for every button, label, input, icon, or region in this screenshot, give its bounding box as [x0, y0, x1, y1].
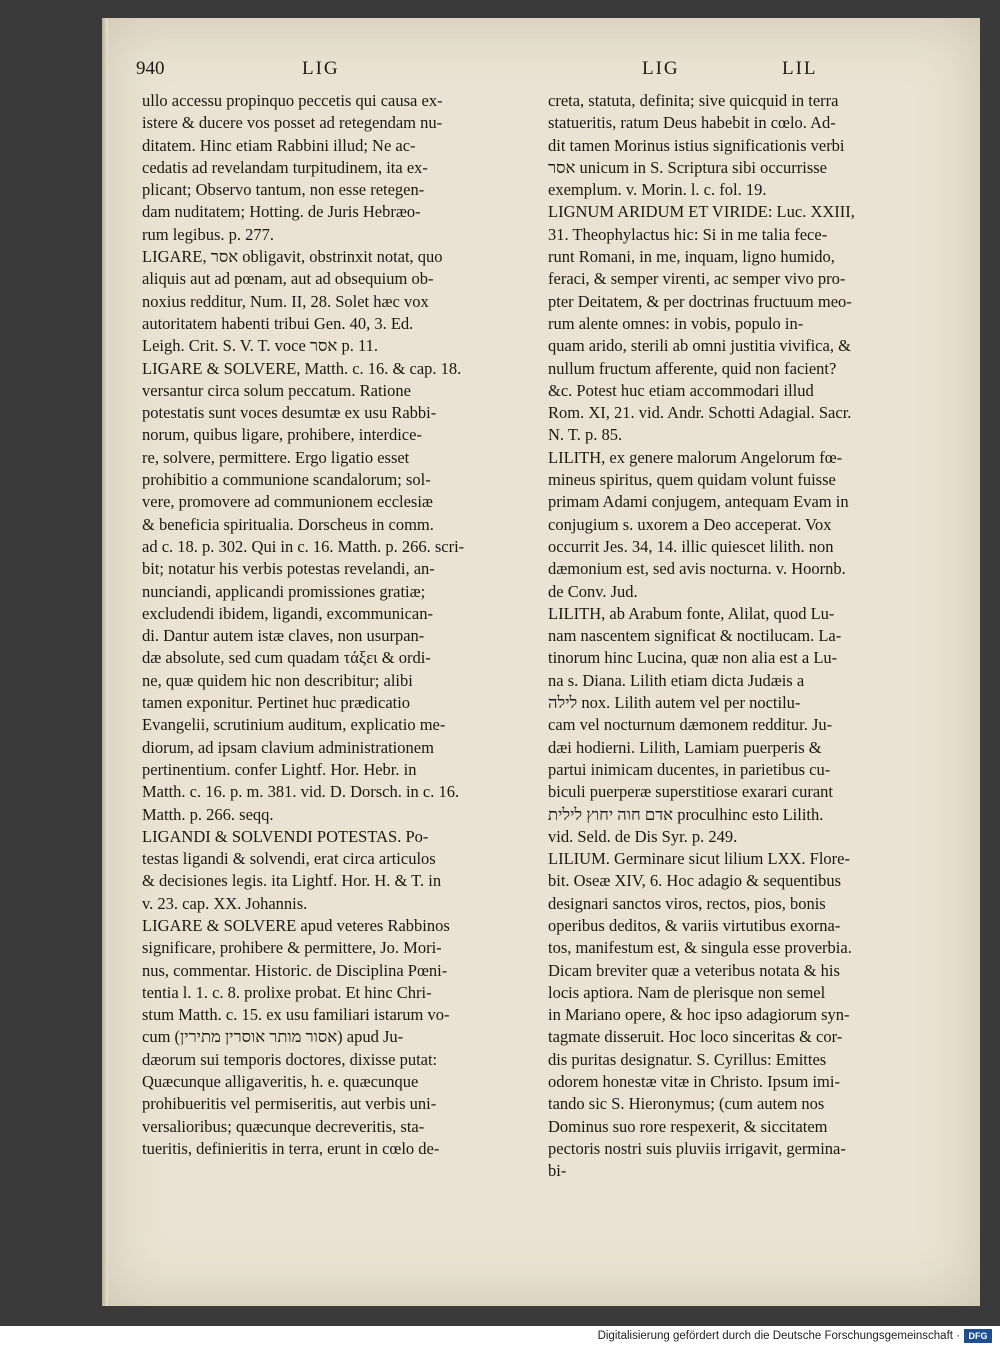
text-line: LIGNUM ARIDUM ET VIRIDE: Luc. XXIII, [548, 202, 855, 222]
funding-notice: Digitalisierung gefördert durch die Deutsche Forschungsgemeinschaft · [597, 1330, 960, 1342]
text-line: Dominus suo rore respexerit, & siccitatem [548, 1116, 828, 1136]
text-line: bit; notatur his verbis potestas revelandi, an- [142, 559, 435, 579]
text-line: noxius redditur, Num. II, 28. Solet hæc vox [142, 291, 429, 311]
text-line: operibus deditos, & variis virtutibus exorna- [548, 915, 841, 935]
text-line: tentia l. 1. c. 8. prolixe probat. Et hinc Chri- [142, 982, 432, 1002]
text-line: dæi hodierni. Lilith, Lamiam puerperis & [548, 737, 822, 757]
text-line: LILITH, ab Arabum fonte, Alilat, quod Lu- [548, 603, 835, 623]
text-line: LIGARE, אסר obligavit, obstrinxit notat, quo [142, 247, 443, 267]
text-line: dæorum sui temporis doctores, dixisse putat: [142, 1049, 438, 1069]
text-line: aliquis aut ad pœnam, aut ad obsequium ob- [142, 269, 434, 289]
text-line: statueritis, ratum Deus habebit in cœlo. Ad- [548, 113, 836, 133]
text-line: אדם חוה יחוץ לילית proculhinc esto Lilith. [548, 804, 824, 824]
text-line: tagmate disseruit. Hoc loco sinceritas & cor- [548, 1027, 843, 1047]
text-line: & beneficia spiritualia. Dorscheus in comm. [142, 514, 434, 534]
text-line: locis aptiora. Nam de plerisque non semel [548, 982, 826, 1002]
text-line: potestatis sunt voces desumtæ ex usu Rabbi- [142, 403, 437, 423]
text-line: biculi puerperæ superstitiose exarari curant [548, 782, 833, 802]
text-line: אסר unicum in S. Scriptura sibi occurrisse [548, 157, 827, 177]
text-line: stum Matth. c. 15. ex usu familiari istarum vo- [142, 1005, 450, 1025]
text-line: LIGARE & SOLVERE, Matth. c. 16. & cap. 18. [142, 358, 462, 378]
text-line: nus, commentar. Historic. de Disciplina Pœni- [142, 960, 448, 980]
text-line: odorem honestæ vitæ in Christo. Ipsum imi- [548, 1072, 840, 1092]
text-line: & decisiones legis. ita Lightf. Hor. H. & T. in [142, 871, 442, 891]
text-line: dam nuditatem; Hotting. de Juris Hebræo- [142, 202, 421, 222]
text-line: cam vel nocturnum dæmonem redditur. Ju- [548, 715, 833, 735]
text-line: conjugium s. uxorem a Deo acceperat. Vox [548, 514, 832, 534]
page-number: 940 [136, 58, 165, 79]
text-line: designari sanctos viros, rectos, pios, bonis [548, 893, 826, 913]
text-line: Matth. c. 16. p. m. 381. vid. D. Dorsch. in c. 16. [142, 782, 460, 802]
text-line: bit. Oseæ XIV, 6. Hoc adagio & sequentibus [548, 871, 841, 891]
text-line: N. T. p. 85. [548, 425, 623, 445]
footer-bar [0, 1326, 1000, 1347]
text-line: 31. Theophylactus hic: Si in me talia fece- [548, 224, 828, 244]
text-line: Evangelii, scrutinium auditum, explicatio me- [142, 715, 446, 735]
right-column [548, 90, 940, 1183]
left-column [142, 90, 534, 1160]
text-line: di. Dantur autem istæ claves, non usurpan- [142, 626, 425, 646]
text-line: quam arido, sterili ab omni justitia vivifica, & [548, 336, 851, 356]
text-line: LILITH, ex genere malorum Angelorum fœ- [548, 447, 843, 467]
book-page [102, 18, 980, 1306]
text-line: prohibueritis vel permiseritis, aut verbis uni- [142, 1094, 437, 1114]
text-line: mineus spiritus, quem quidam volunt fuisse [548, 470, 836, 490]
text-line: cum (אסור מותר אוסרין מתירין) apud Ju- [142, 1027, 404, 1047]
text-line: &c. Potest huc etiam accommodari illud [548, 380, 814, 400]
running-head-left: LIG [302, 58, 340, 79]
text-line: istere & ducere vos posset ad retegendam nu- [142, 113, 443, 133]
text-line: Quæcunque alligaveritis, h. e. quæcunque [142, 1072, 419, 1092]
text-line: pertinentium. confer Lightf. Hor. Hebr. in [142, 759, 417, 779]
text-line: prohibitio a communione scandalorum; sol- [142, 470, 431, 490]
text-line: dæmonium est, sed avis nocturna. v. Hoornb. [548, 559, 846, 579]
text-line: na s. Diana. Lilith etiam dicta Judæis a [548, 670, 805, 690]
text-line: in Mariano opere, & hoc ipso adagiorum syn- [548, 1005, 850, 1025]
text-line: vid. Seld. de Dis Syr. p. 249. [548, 826, 738, 846]
running-head-right-1: LIG [642, 58, 680, 79]
text-line: LILIUM. Germinare sicut lilium LXX. Flore- [548, 849, 850, 869]
text-line: tinorum hinc Lucina, quæ non alia est a Lu- [548, 648, 838, 668]
text-line: tamen exponitur. Pertinet huc prædicatio [142, 693, 411, 713]
text-line: significare, prohibere & permittere, Jo. Mori- [142, 938, 442, 958]
text-line: de Conv. Jud. [548, 581, 638, 601]
text-line: nunciandi, applicandi promissiones gratiæ; [142, 581, 426, 601]
text-line: feraci, & semper virenti, ac semper vivo pro- [548, 269, 846, 289]
text-line: creta, statuta, definita; sive quicquid in terra [548, 91, 839, 110]
text-line: Rom. XI, 21. vid. Andr. Schotti Adagial. Sacr. [548, 403, 852, 423]
text-line: pectoris nostri suis pluviis irrigavit, germina- [548, 1138, 846, 1158]
text-line: plicant; Observo tantum, non esse retegen- [142, 180, 425, 200]
text-line: rum legibus. p. 277. [142, 224, 274, 244]
text-line: bi- [548, 1161, 567, 1181]
dfg-logo: DFG [964, 1329, 992, 1343]
text-line: versantur circa solum peccatum. Ratione [142, 380, 411, 400]
text-line: testas ligandi & solvendi, erat circa articulos [142, 849, 436, 869]
text-line: excludendi ibidem, ligandi, excommunican- [142, 603, 433, 623]
text-line: v. 23. cap. XX. Johannis. [142, 893, 308, 913]
text-line: exemplum. v. Morin. l. c. fol. 19. [548, 180, 767, 200]
text-line: re, solvere, permittere. Ergo ligatio esset [142, 447, 410, 467]
text-line: tos, manifestum est, & singula esse proverbia. [548, 938, 852, 958]
text-line: ditatem. Hinc etiam Rabbini illud; Ne ac- [142, 135, 416, 155]
text-line: occurrit Jes. 34, 14. illic quiescet lilith. non [548, 536, 834, 556]
running-head-right-2: LIL [782, 58, 818, 79]
text-line: cedatis ad revelandam turpitudinem, ita ex- [142, 157, 428, 177]
text-line: לילה nox. Lilith autem vel per noctilu- [548, 693, 801, 713]
text-line: norum, quibus ligare, prohibere, interdice- [142, 425, 422, 445]
text-line: LIGANDI & SOLVENDI POTESTAS. Po- [142, 826, 429, 846]
text-line: ne, quæ quidem hic non describitur; alibi [142, 670, 413, 690]
text-line: tando sic S. Hieronymus; (cum autem nos [548, 1094, 825, 1114]
text-line: Matth. p. 266. seqq. [142, 804, 274, 824]
text-line: LIGARE & SOLVERE apud veteres Rabbinos [142, 915, 450, 935]
text-line: nam nascentem significat & noctilucam. La- [548, 626, 842, 646]
text-line: autoritatem habenti tribui Gen. 40, 3. Ed. [142, 313, 414, 333]
text-line: dæ absolute, sed cum quadam τάξει & ordi- [142, 648, 431, 668]
text-line: runt Romani, in me, inquam, ligno humido, [548, 247, 835, 267]
text-line: pter Deitatem, & per doctrinas fructuum meo- [548, 291, 852, 311]
text-line: dit tamen Morinus istius significationis verbi [548, 135, 845, 155]
text-line: nullum fructum afferente, quid non facient? [548, 358, 837, 378]
page-gutter [102, 18, 108, 1306]
text-line: partui inimicam ducentes, in parietibus cu- [548, 759, 831, 779]
text-line: Leigh. Crit. S. V. T. voce אסר p. 11. [142, 336, 378, 356]
text-line: tueritis, definieritis in terra, erunt in cœlo de- [142, 1138, 440, 1158]
text-line: Dicam breviter quæ a veteribus notata & his [548, 960, 840, 980]
text-line: ad c. 18. p. 302. Qui in c. 16. Matth. p. 266. scri- [142, 536, 465, 556]
text-line: ullo accessu propinquo peccetis qui causa ex- [142, 91, 443, 110]
text-line: diorum, ad ipsam clavium administrationem [142, 737, 434, 757]
text-line: primam Adami conjugem, antequam Evam in [548, 492, 849, 512]
text-line: versalioribus; quæcunque decreveritis, sta- [142, 1116, 425, 1136]
text-line: rum alente omnes: in vobis, populo in- [548, 313, 804, 333]
text-line: dis puritas designatur. S. Cyrillus: Emittes [548, 1049, 827, 1069]
text-line: vere, promovere ad communionem ecclesiæ [142, 492, 433, 512]
